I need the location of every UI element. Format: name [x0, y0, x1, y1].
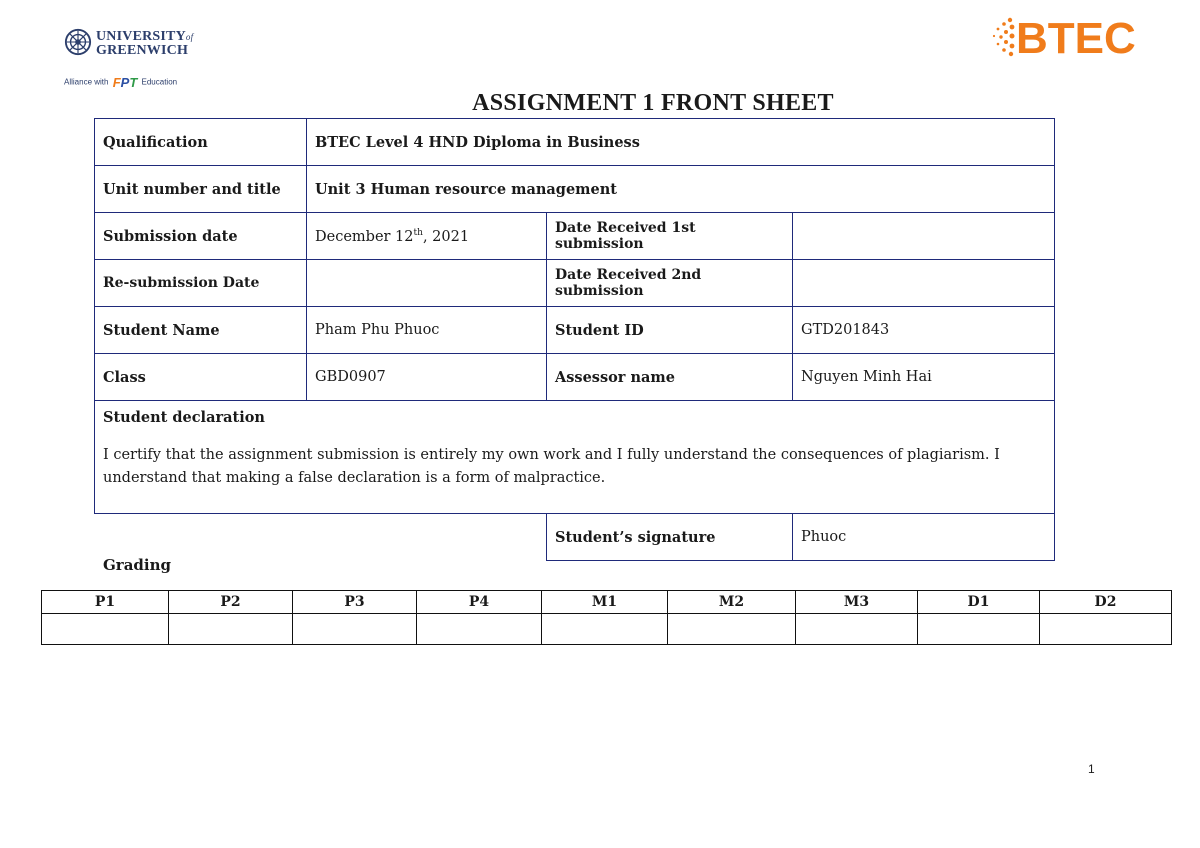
submission-date-main: December 12 [315, 228, 414, 245]
assessor-value: Nguyen Minh Hai [793, 354, 1055, 401]
page-title: ASSIGNMENT 1 FRONT SHEET [472, 90, 834, 116]
grade-cell-m2[interactable] [668, 614, 796, 645]
grade-cell-p3[interactable] [293, 614, 417, 645]
greenwich-logo [96, 30, 193, 57]
fpt-letter-t: T [129, 75, 138, 90]
student-name-label: Student Name [95, 307, 307, 354]
received-1st-value[interactable] [793, 213, 1055, 260]
resubmission-date-label: Re-submission Date [95, 260, 307, 307]
qualification-label: Qualification [95, 119, 307, 166]
grade-header: P2 [169, 591, 293, 614]
grading-label: Grading [103, 556, 172, 574]
signature-label: Student’s signature [547, 514, 793, 561]
grade-header: D2 [1040, 591, 1172, 614]
grade-header: D1 [918, 591, 1040, 614]
grade-cell-d1[interactable] [918, 614, 1040, 645]
unit-row [95, 166, 1055, 213]
grading-table [41, 590, 1172, 645]
grade-header: M3 [796, 591, 918, 614]
signature-value: Phuoc [793, 514, 1055, 561]
submission-date-suffix: th [413, 227, 423, 238]
university-of: of [185, 32, 194, 42]
grading-value-row [42, 614, 1172, 645]
grade-cell-p2[interactable] [169, 614, 293, 645]
unit-label: Unit number and title [95, 166, 307, 213]
class-row [95, 354, 1055, 401]
fpt-letter-p: P [120, 75, 130, 90]
btec-logo: BTEC [1016, 14, 1136, 63]
resubmission-date-value[interactable] [307, 260, 547, 307]
fpt-logo [113, 75, 138, 90]
grade-header: P3 [293, 591, 417, 614]
fpt-alliance-logo [64, 75, 177, 90]
resubmission-row [95, 260, 1055, 307]
page-number: 1 [1088, 762, 1095, 776]
btec-dots-icon [990, 16, 1016, 58]
fpt-letter-f: F [112, 75, 121, 90]
grade-header: P4 [417, 591, 542, 614]
declaration-text: I certify that the assignment submission is entirely my own work and I fully understand the consequences of plagiarism. I understand that making a false declaration is a form of malpractice. [103, 447, 1000, 486]
grade-header: M1 [542, 591, 668, 614]
class-label: Class [95, 354, 307, 401]
student-name-value: Pham Phu Phuoc [307, 307, 547, 354]
alliance-prefix: Alliance with [64, 77, 109, 87]
grade-header: P1 [42, 591, 169, 614]
qualification-value: BTEC Level 4 HND Diploma in Business [307, 119, 1055, 166]
class-value: GBD0907 [307, 354, 547, 401]
submission-date-label: Submission date [95, 213, 307, 260]
qualification-row [95, 119, 1055, 166]
grading-header-row [42, 591, 1172, 614]
grade-cell-m1[interactable] [542, 614, 668, 645]
grade-cell-p1[interactable] [42, 614, 169, 645]
grade-cell-d2[interactable] [1040, 614, 1172, 645]
grade-cell-p4[interactable] [417, 614, 542, 645]
student-id-value: GTD201843 [793, 307, 1055, 354]
front-sheet-table [94, 118, 1055, 561]
received-1st-label: Date Received 1st submission [547, 213, 793, 260]
declaration-row [95, 401, 1055, 514]
university-crest-icon [64, 28, 92, 56]
student-declaration [95, 401, 1055, 514]
unit-value: Unit 3 Human resource management [307, 166, 1055, 213]
grade-header: M2 [668, 591, 796, 614]
assessor-label: Assessor name [547, 354, 793, 401]
submission-row [95, 213, 1055, 260]
student-row [95, 307, 1055, 354]
greenwich-word: GREENWICH [96, 43, 189, 58]
received-2nd-value[interactable] [793, 260, 1055, 307]
submission-date-year: , 2021 [422, 228, 470, 245]
submission-date-value [307, 213, 547, 260]
declaration-title: Student declaration [103, 409, 265, 426]
signature-spacer [95, 514, 547, 561]
alliance-suffix: Education [141, 77, 178, 87]
university-word: UNIVERSITY [96, 29, 186, 44]
received-2nd-label: Date Received 2nd submission [547, 260, 793, 307]
student-id-label: Student ID [547, 307, 793, 354]
grade-cell-m3[interactable] [796, 614, 918, 645]
signature-row [95, 514, 1055, 561]
